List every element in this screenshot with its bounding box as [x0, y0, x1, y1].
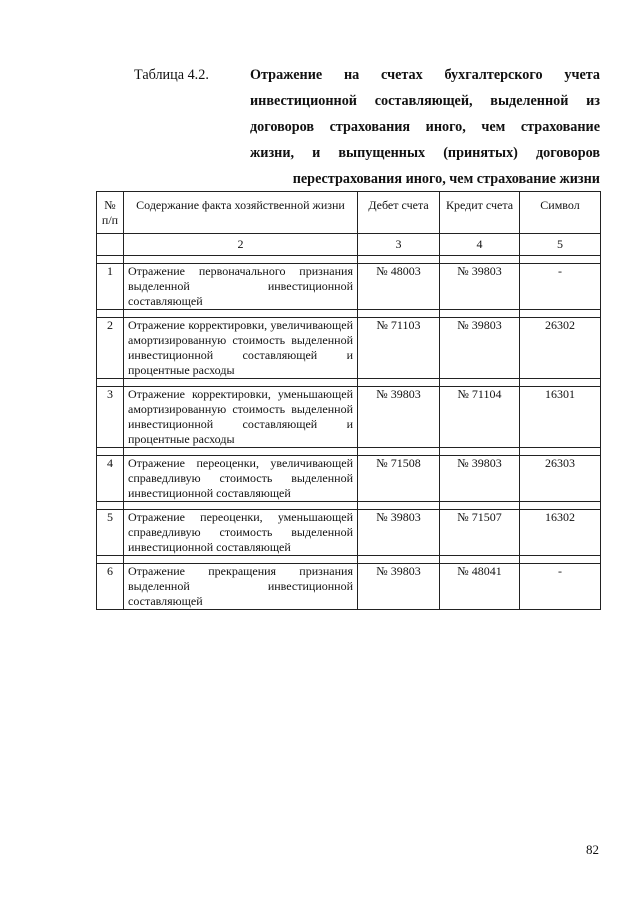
row-credit: № 39803 [440, 456, 520, 502]
table-row [97, 387, 601, 448]
column-number: 5 [520, 234, 601, 256]
spacer-row [97, 256, 601, 264]
row-symbol: 16302 [520, 510, 601, 556]
table-header-row [97, 192, 601, 234]
spacer-row [97, 448, 601, 456]
row-number: 5 [97, 510, 124, 556]
row-debit: № 39803 [358, 387, 440, 448]
column-number: 4 [440, 234, 520, 256]
header-debit: Дебет счета [358, 192, 440, 234]
table-title-line: перестрахования иного, чем страхование жизни [292, 171, 600, 187]
table-title-line: жизни, и выпущенных (принятых) договоров [250, 145, 600, 161]
row-description: Отражение переоценки, увеличивающей справедливую стоимость выделенной инвестиционной составляющей [124, 456, 358, 502]
row-debit: № 48003 [358, 264, 440, 310]
row-debit: № 39803 [358, 510, 440, 556]
row-credit: № 71507 [440, 510, 520, 556]
table-row [97, 456, 601, 502]
row-credit: № 39803 [440, 264, 520, 310]
row-number: 2 [97, 318, 124, 379]
row-debit: № 71508 [358, 456, 440, 502]
table-title [250, 62, 600, 192]
row-number: 3 [97, 387, 124, 448]
spacer-row [97, 379, 601, 387]
row-debit: № 71103 [358, 318, 440, 379]
header-credit: Кредит счета [440, 192, 520, 234]
table-row [97, 318, 601, 379]
row-number: 1 [97, 264, 124, 310]
row-symbol: - [520, 264, 601, 310]
column-numbers-row [97, 234, 601, 256]
table-title-line: договоров страхования иного, чем страхование [250, 119, 600, 135]
column-number: 3 [358, 234, 440, 256]
spacer-row [97, 310, 601, 318]
table-label: Таблица 4.2. [134, 67, 209, 83]
row-credit: № 71104 [440, 387, 520, 448]
table-row [97, 264, 601, 310]
table-title-line: Отражение на счетах бухгалтерского учета [250, 67, 600, 83]
row-description: Отражение переоценки, уменьшающей справедливую стоимость выделенной инвестиционной составляющей [124, 510, 358, 556]
header-number: № п/п [97, 192, 124, 234]
header-symbol: Символ [520, 192, 601, 234]
table-title-line: инвестиционной составляющей, выделенной из [250, 93, 600, 109]
table-row [97, 510, 601, 556]
row-description: Отражение первоначального признания выделенной инвестиционной составляющей [124, 264, 358, 310]
accounting-table [96, 191, 601, 610]
row-symbol: 26302 [520, 318, 601, 379]
row-description: Отражение прекращения признания выделенной инвестиционной составляющей [124, 564, 358, 610]
row-description: Отражение корректировки, увеличивающей амортизированную стоимость выделенной инвестиционной составляющей и процентные расходы [124, 318, 358, 379]
row-credit: № 39803 [440, 318, 520, 379]
page-number: 82 [586, 842, 599, 857]
table-row [97, 564, 601, 610]
header-description: Содержание факта хозяйственной жизни [124, 192, 358, 234]
row-description: Отражение корректировки, уменьшающей амортизированную стоимость выделенной инвестиционной составляющей и процентные расходы [124, 387, 358, 448]
row-symbol: - [520, 564, 601, 610]
row-debit: № 39803 [358, 564, 440, 610]
row-symbol: 16301 [520, 387, 601, 448]
spacer-row [97, 556, 601, 564]
spacer-row [97, 502, 601, 510]
column-number: 2 [124, 234, 358, 256]
row-symbol: 26303 [520, 456, 601, 502]
row-number: 4 [97, 456, 124, 502]
row-number: 6 [97, 564, 124, 610]
column-number [97, 234, 124, 256]
table-caption [134, 62, 600, 192]
row-credit: № 48041 [440, 564, 520, 610]
